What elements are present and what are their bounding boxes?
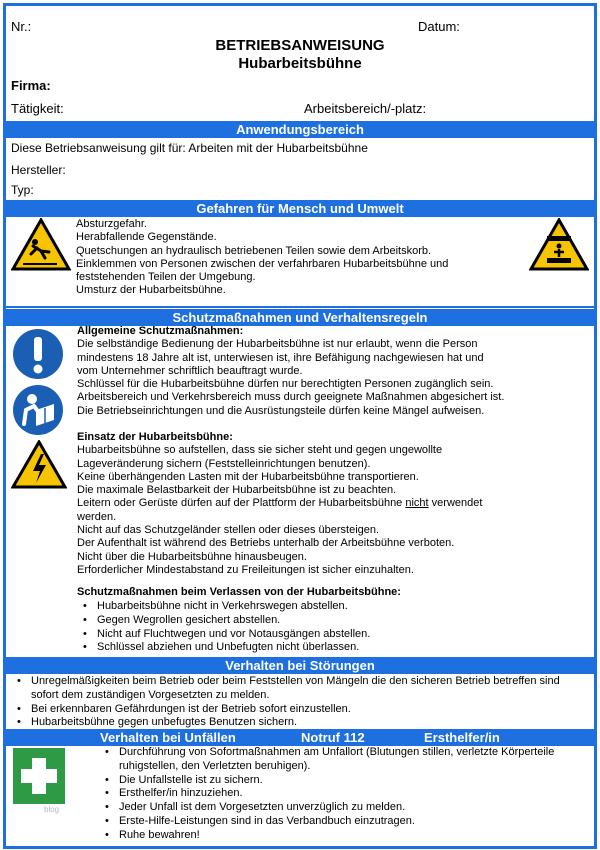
- hersteller-label: Hersteller:: [11, 163, 66, 177]
- einsatz-line: werden.: [77, 510, 117, 523]
- list-item: • Hubarbeitsbühne nicht in Verkehrswegen abstellen.: [97, 600, 370, 614]
- list-item: • Nicht auf Fluchtwegen und vor Notausgängen abstellen.: [97, 628, 370, 642]
- arbeitsbereich-label: Arbeitsbereich/-platz:: [304, 101, 427, 116]
- read-manual-icon: [12, 384, 64, 436]
- einsatz-line: Hubarbeitsbühne so aufstellen, dass sie sicher steht und gegen ungewollte: [77, 444, 443, 457]
- leitern-emphasis: nicht: [405, 497, 429, 510]
- gefahren-line: Einklemmen von Personen zwischen der verfahrbaren Hubarbeitsbühne und: [76, 257, 449, 270]
- scope-text: Diese Betriebsanweisung gilt für: Arbeiten mit der Hubarbeitsbühne: [11, 141, 368, 155]
- list-item: • Jeder Unfall ist dem Vorgesetzten unverzüglich zu melden.: [119, 801, 554, 815]
- einsatz-line: Der Aufenthalt ist während des Betriebs unterhalb der Arbeitsbühne verboten.: [77, 537, 455, 550]
- betriebsanweisung-document: [3, 3, 597, 849]
- taetigkeit-label: Tätigkeit:: [11, 101, 64, 116]
- einsatz-line: Lageveränderung sichern (Feststelleinrichtungen benutzen).: [77, 457, 371, 470]
- crush-hazard-icon: [529, 218, 589, 272]
- list-item: • Erste-Hilfe-Leistungen sind in das Verbandbuch einzutragen.: [119, 815, 554, 829]
- list-item: [31, 675, 560, 703]
- fall-hazard-icon: [11, 218, 71, 272]
- allgemein-title: Allgemeine Schutzmaßnahmen:: [77, 325, 244, 337]
- einsatz-line: Die maximale Belastbarkeit der Hubarbeitsbühne ist zu beachten.: [77, 484, 397, 497]
- list-item: [119, 746, 554, 774]
- leitern-text-pre: Leitern oder Gerüste dürfen auf der Plattform der Hubarbeitsbühne: [77, 497, 406, 510]
- allgemein-line: Schlüssel für die Hubarbeitsbühne dürfen nur berechtigten Personen zugänglich sein.: [77, 378, 494, 391]
- stoerungen-heading: Verhalten bei Störungen: [6, 657, 594, 674]
- unfaelle-heading: Verhalten bei Unfällen: [100, 730, 236, 745]
- schutz-heading: Schutzmaßnahmen und Verhaltensregeln: [6, 309, 594, 326]
- mandatory-exclamation-icon: [12, 328, 64, 380]
- gefahren-line: Quetschungen an hydraulisch betriebenen Teilen sowie dem Arbeitskorb.: [76, 244, 432, 257]
- logo-caption: blog: [44, 805, 60, 814]
- anwendungsbereich-heading: Anwendungsbereich: [6, 121, 594, 138]
- ersthelfer-label: Ersthelfer/in: [424, 730, 500, 745]
- item-line: • Durchführung von Sofortmaßnahmen am Unfallort (Blutungen stillen, verletzte Körperteile: [119, 746, 555, 758]
- document-subtitle: Hubarbeitsbühne: [238, 55, 362, 72]
- list-item: • Ruhe bewahren!: [119, 829, 554, 843]
- datum-label: Datum:: [418, 19, 460, 34]
- item-line: sofort dem zuständigen Vorgesetzten zu melden.: [31, 688, 270, 701]
- gefahren-line: feststehenden Teilen der Umgebung.: [76, 271, 256, 284]
- einsatz-title: Einsatz der Hubarbeitsbühne:: [77, 431, 233, 443]
- typ-label: Typ:: [11, 183, 34, 197]
- allgemein-line: vom Unternehmer schriftlich beauftragt wurde.: [77, 364, 303, 377]
- allgemein-line: mindestens 18 Jahre alt ist, unterwiesen ist, ihre Befähigung nachgewiesen hat und: [77, 351, 484, 364]
- item-line: • Unregelmäßigkeiten beim Betrieb oder beim Feststellen von Mängeln die den sicheren Betrieb betreffen sind: [31, 675, 560, 687]
- unfaelle-heading-bar: [6, 729, 594, 746]
- notruf-number: Notruf 112: [301, 730, 365, 745]
- einsatz-line: Nicht über die Hubarbeitsbühne hinausbeugen.: [77, 550, 307, 563]
- allgemein-line: Die Betriebseinrichtungen und die Ausrüstungsteile dürfen keine Mängel aufweisen.: [77, 404, 485, 417]
- section-divider: [6, 306, 594, 308]
- gefahren-line: Absturzgefahr.: [76, 218, 147, 230]
- list-item: • Bei erkennbaren Gefährdungen ist der Betrieb sofort einzustellen.: [31, 703, 560, 717]
- gefahren-heading: Gefahren für Mensch und Umwelt: [6, 200, 594, 217]
- list-item: • Ersthelfer/in hinzuziehen.: [119, 787, 554, 801]
- item-line: ruhigstellen, den Verletzten beruhigen).: [119, 759, 311, 772]
- einsatz-line: Nicht auf das Schutzgeländer stellen oder dieses übersteigen.: [77, 524, 380, 537]
- document-title: BETRIEBSANWEISUNG: [215, 37, 385, 54]
- list-item: • Die Unfallstelle ist zu sichern.: [119, 774, 554, 788]
- gefahren-line: Umsturz der Hubarbeitsbühne.: [76, 284, 226, 297]
- list-item: • Hubarbeitsbühne gegen unbefugtes Benutzen sichern.: [31, 716, 560, 730]
- nr-label: Nr.:: [11, 19, 32, 34]
- gefahren-list: [76, 218, 448, 298]
- verlassen-title: Schutzmaßnahmen beim Verlassen von der Hubarbeitsbühne:: [77, 586, 401, 598]
- first-aid-icon: [13, 748, 65, 804]
- list-item: • Schlüssel abziehen und Unbefugten nicht überlassen.: [97, 641, 370, 655]
- list-item: • Gegen Wegrollen gesichert abstellen.: [97, 614, 370, 628]
- stoerungen-list: [31, 675, 560, 730]
- allgemein-line: Arbeitsbereich und Verkehrsbereich muss durch geeignete Maßnahmen abgesichert ist.: [77, 391, 505, 404]
- allgemein-line: Die selbständige Bedienung der Hubarbeitsbühne ist nur erlaubt, wenn die Person: [77, 338, 478, 351]
- electrical-hazard-icon: [11, 440, 67, 490]
- firma-label: Firma:: [11, 78, 51, 93]
- leitern-line: [77, 497, 482, 510]
- einsatz-line: Keine überhängenden Lasten mit der Hubarbeitsbühne transportieren.: [77, 470, 419, 483]
- einsatz-block: [77, 431, 482, 577]
- unfaelle-list: [119, 746, 554, 843]
- gefahren-line: Herabfallende Gegenstände.: [76, 231, 217, 244]
- verlassen-list: [97, 600, 370, 655]
- allgemein-block: [77, 325, 504, 418]
- leitern-text-post: verwendet: [428, 497, 483, 510]
- einsatz-line: Erforderlicher Mindestabstand zu Freileitungen ist sicher einzuhalten.: [77, 563, 414, 576]
